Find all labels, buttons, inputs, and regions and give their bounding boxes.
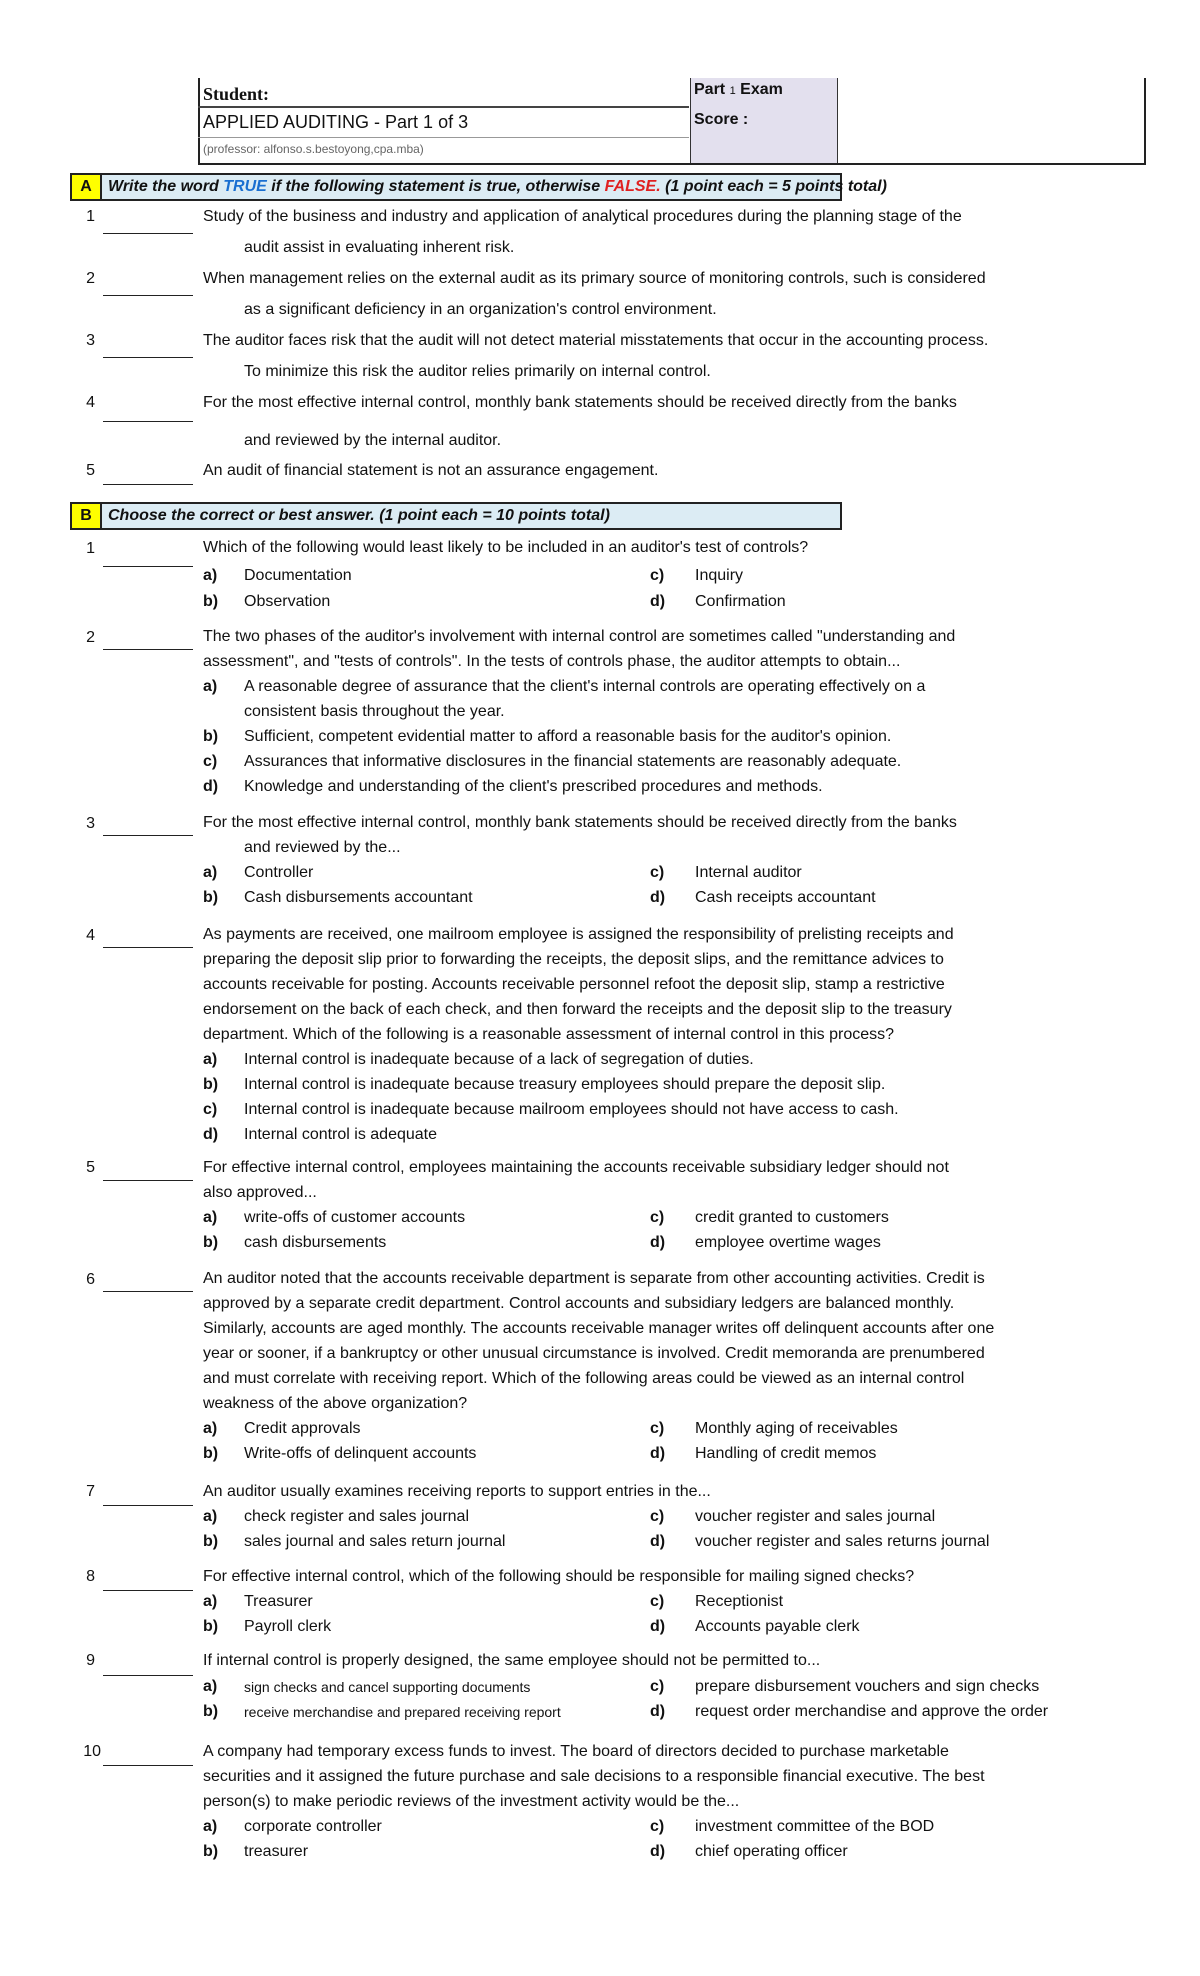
answer-blank[interactable]	[103, 1505, 193, 1506]
question-number: 10	[83, 1743, 101, 1760]
option-letter: c)	[650, 1678, 665, 1695]
question-number: 5	[86, 1159, 95, 1176]
option-letter: d)	[650, 1843, 666, 1860]
option-b[interactable]: Sufficient, competent evidential matter to afford a reasonable basis for the auditor's opinion.	[244, 728, 892, 745]
option-letter: d)	[650, 1234, 666, 1251]
option-a-cont[interactable]: consistent basis throughout the year.	[244, 703, 505, 720]
option-letter: c)	[650, 1209, 665, 1226]
option-d[interactable]: request order merchandise and approve the order	[695, 1703, 1049, 1720]
option-d[interactable]: Cash receipts accountant	[695, 889, 876, 906]
answer-blank[interactable]	[103, 566, 193, 567]
option-d[interactable]: voucher register and sales returns journal	[695, 1533, 990, 1550]
answer-blank[interactable]	[103, 295, 193, 296]
item-number: 5	[86, 462, 95, 479]
statement-text: as a significant deficiency in an organization's control environment.	[244, 301, 717, 318]
statement-text: and reviewed by the internal auditor.	[244, 432, 502, 449]
question-text: The two phases of the auditor's involvement with internal control are sometimes called "understanding and	[203, 628, 956, 645]
option-letter: c)	[203, 1101, 218, 1118]
option-letter: b)	[203, 1234, 219, 1251]
option-letter: c)	[650, 1508, 665, 1525]
option-c[interactable]: Internal auditor	[695, 864, 802, 881]
option-d[interactable]: Handling of credit memos	[695, 1445, 877, 1462]
question-text: year or sooner, if a bankruptcy or other unusual circumstance is involved. Credit memoranda are prenumbered	[203, 1345, 985, 1362]
option-letter: d)	[650, 593, 666, 610]
statement-text: For the most effective internal control, monthly bank statements should be received directly from the banks	[203, 394, 957, 411]
statement-text: The auditor faces risk that the audit will not detect material misstatements that occur in the accounting process.	[203, 332, 989, 349]
option-letter: c)	[650, 1593, 665, 1610]
question-text: A company had temporary excess funds to invest. The board of directors decided to purchase marketable	[203, 1743, 949, 1760]
option-letter: c)	[650, 1818, 665, 1835]
answer-blank[interactable]	[103, 421, 193, 422]
answer-blank[interactable]	[103, 357, 193, 358]
question-number: 6	[86, 1271, 95, 1288]
part-label: Part 1 Exam	[694, 81, 783, 98]
option-b[interactable]: Observation	[244, 593, 331, 610]
option-d[interactable]: chief operating officer	[695, 1843, 848, 1860]
answer-blank[interactable]	[103, 835, 193, 836]
question-number: 8	[86, 1568, 95, 1585]
option-letter: a)	[203, 1678, 218, 1695]
question-text: weakness of the above organization?	[203, 1395, 468, 1412]
professor-credit: (professor: alfonso.s.bestoyong,cpa.mba)	[203, 142, 424, 156]
item-number: 4	[86, 394, 95, 411]
student-label: Student:	[203, 84, 270, 104]
option-c[interactable]: investment committee of the BOD	[695, 1818, 935, 1835]
option-c[interactable]: Receptionist	[695, 1593, 784, 1610]
question-text: An auditor usually examines receiving reports to support entries in the...	[203, 1483, 711, 1500]
header-right-border	[1144, 78, 1146, 164]
option-letter: d)	[650, 1533, 666, 1550]
question-text: department. Which of the following is a reasonable assessment of internal control in this process?	[203, 1026, 895, 1043]
question-text: An auditor noted that the accounts receivable department is separate from other accounting activities. Credit is	[203, 1270, 985, 1287]
answer-blank[interactable]	[103, 1675, 193, 1676]
option-a[interactable]: corporate controller	[244, 1818, 382, 1835]
option-b[interactable]: receive merchandise and prepared receiving report	[244, 1704, 561, 1720]
section-b-instructions: Choose the correct or best answer. (1 point each = 10 points total)	[108, 507, 610, 524]
option-letter: c)	[203, 753, 218, 770]
score-label: Score :	[694, 111, 749, 128]
option-b[interactable]: cash disbursements	[244, 1234, 387, 1251]
option-letter: d)	[650, 889, 666, 906]
option-letter: a)	[203, 864, 218, 881]
option-letter: a)	[203, 1209, 218, 1226]
item-number: 3	[86, 332, 95, 349]
option-c[interactable]: Internal control is inadequate because mailroom employees should not have access to cash.	[244, 1101, 899, 1118]
option-letter: b)	[203, 1703, 219, 1720]
question-text: approved by a separate credit department. Control accounts and subsidiary ledgers are balanced monthly.	[203, 1295, 955, 1312]
option-letter: d)	[650, 1703, 666, 1720]
option-letter: b)	[203, 728, 219, 745]
question-text: preparing the deposit slip prior to forwarding the receipts, the deposit slips, and the remittance advices to	[203, 951, 944, 968]
answer-blank[interactable]	[103, 233, 193, 234]
option-d[interactable]: Internal control is adequate	[244, 1126, 438, 1143]
option-a[interactable]: Documentation	[244, 567, 352, 584]
question-text: person(s) to make periodic reviews of the investment activity would be the...	[203, 1793, 740, 1810]
item-number: 1	[86, 208, 95, 225]
question-text: endorsement on the back of each check, and then forward the receipts and the deposit slip to the treasury	[203, 1001, 952, 1018]
option-c[interactable]: prepare disbursement vouchers and sign checks	[695, 1678, 1040, 1695]
student-name-line[interactable]	[198, 106, 689, 108]
option-letter: b)	[203, 1076, 219, 1093]
option-d[interactable]: Confirmation	[695, 593, 786, 610]
option-a[interactable]: write-offs of customer accounts	[244, 1209, 466, 1226]
question-text: If internal control is properly designed, the same employee should not be permitted to...	[203, 1652, 821, 1669]
option-a[interactable]: Treasurer	[244, 1593, 313, 1610]
option-a[interactable]: check register and sales journal	[244, 1508, 470, 1525]
section-a-instructions: Write the word TRUE if the following statement is true, otherwise FALSE. (1 point each = 5 points total)	[108, 178, 887, 195]
option-letter: b)	[203, 593, 219, 610]
answer-blank[interactable]	[103, 649, 193, 650]
option-letter: a)	[203, 1508, 218, 1525]
option-c[interactable]: Inquiry	[695, 567, 744, 584]
question-text: and must correlate with receiving report. Which of the following areas could be viewed as an internal control	[203, 1370, 965, 1387]
option-letter: d)	[203, 778, 219, 795]
answer-blank[interactable]	[103, 1291, 193, 1292]
question-text: securities and it assigned the future purchase and sale decisions to a responsible financial executive. The best	[203, 1768, 985, 1785]
option-c[interactable]: credit granted to customers	[695, 1209, 889, 1226]
question-text: Similarly, accounts are aged monthly. The accounts receivable manager writes off delinquent accounts after one	[203, 1320, 995, 1337]
statement-text: An audit of financial statement is not an assurance engagement.	[203, 462, 659, 479]
question-text: accounts receivable for posting. Accounts receivable personnel refoot the deposit slip, stamp a restrictive	[203, 976, 945, 993]
answer-blank[interactable]	[103, 1765, 193, 1766]
option-d[interactable]: Knowledge and understanding of the client's prescribed procedures and methods.	[244, 778, 823, 795]
option-b[interactable]: treasurer	[244, 1843, 309, 1860]
option-letter: d)	[203, 1126, 219, 1143]
statement-text: When management relies on the external audit as its primary source of monitoring controls, such is considered	[203, 270, 986, 287]
option-letter: a)	[203, 567, 218, 584]
question-text: For effective internal control, employees maintaining the accounts receivable subsidiary ledger should not	[203, 1159, 949, 1176]
option-letter: b)	[203, 1618, 219, 1635]
answer-blank[interactable]	[103, 1590, 193, 1591]
option-letter: c)	[650, 1420, 665, 1437]
option-letter: a)	[203, 678, 218, 695]
section-a-letter: A	[70, 173, 102, 201]
question-text: As payments are received, one mailroom employee is assigned the responsibility of prelisting receipts and	[203, 926, 954, 943]
statement-text: Study of the business and industry and application of analytical procedures during the planning stage of the	[203, 208, 962, 225]
option-a[interactable]: Internal control is inadequate because of a lack of segregation of duties.	[244, 1051, 754, 1068]
question-number: 2	[86, 629, 95, 646]
option-letter: b)	[203, 1445, 219, 1462]
option-b[interactable]: Write-offs of delinquent accounts	[244, 1445, 477, 1462]
option-letter: d)	[650, 1618, 666, 1635]
answer-blank[interactable]	[103, 484, 193, 485]
question-number: 4	[86, 927, 95, 944]
option-b[interactable]: Payroll clerk	[244, 1618, 332, 1635]
option-letter: a)	[203, 1051, 218, 1068]
option-letter: b)	[203, 889, 219, 906]
option-letter: a)	[203, 1818, 218, 1835]
question-text: For effective internal control, which of the following should be responsible for mailing signed checks?	[203, 1568, 915, 1585]
option-a[interactable]: A reasonable degree of assurance that the client's internal controls are operating effectively on a	[244, 678, 926, 695]
option-letter: a)	[203, 1593, 218, 1610]
option-letter: a)	[203, 1420, 218, 1437]
option-letter: c)	[650, 864, 665, 881]
divider	[198, 137, 689, 138]
question-number: 1	[86, 540, 95, 557]
header-left-border	[198, 78, 200, 164]
statement-text: To minimize this risk the auditor relies primarily on internal control.	[244, 363, 711, 380]
question-text: Which of the following would least likely to be included in an auditor's test of controls?	[203, 539, 809, 556]
option-d[interactable]: employee overtime wages	[695, 1234, 881, 1251]
option-letter: c)	[650, 567, 665, 584]
item-number: 2	[86, 270, 95, 287]
question-text: and reviewed by the...	[244, 839, 401, 856]
question-text: assessment", and "tests of controls". In the tests of controls phase, the auditor attempts to obtain...	[203, 653, 901, 670]
answer-blank[interactable]	[103, 1180, 193, 1181]
option-a[interactable]: Credit approvals	[244, 1420, 361, 1437]
option-letter: d)	[650, 1445, 666, 1462]
option-a[interactable]: sign checks and cancel supporting documents	[244, 1679, 531, 1695]
statement-text: audit assist in evaluating inherent risk.	[244, 239, 515, 256]
option-letter: b)	[203, 1533, 219, 1550]
option-b[interactable]: sales journal and sales return journal	[244, 1533, 506, 1550]
question-number: 9	[86, 1652, 95, 1669]
option-b[interactable]: Internal control is inadequate because treasury employees should prepare the deposit slip.	[244, 1076, 886, 1093]
option-a[interactable]: Controller	[244, 864, 314, 881]
course-title: APPLIED AUDITING - Part 1 of 3	[203, 112, 469, 132]
option-d[interactable]: Accounts payable clerk	[695, 1618, 860, 1635]
section-b-letter: B	[70, 502, 102, 530]
question-number: 7	[86, 1483, 95, 1500]
option-letter: b)	[203, 1843, 219, 1860]
option-c[interactable]: Monthly aging of receivables	[695, 1420, 898, 1437]
option-c[interactable]: voucher register and sales journal	[695, 1508, 936, 1525]
option-b[interactable]: Cash disbursements accountant	[244, 889, 473, 906]
answer-blank[interactable]	[103, 947, 193, 948]
question-number: 3	[86, 815, 95, 832]
question-text: For the most effective internal control, monthly bank statements should be received directly from the banks	[203, 814, 957, 831]
question-text: also approved...	[203, 1184, 317, 1201]
option-c[interactable]: Assurances that informative disclosures in the financial statements are reasonably adequate.	[244, 753, 902, 770]
